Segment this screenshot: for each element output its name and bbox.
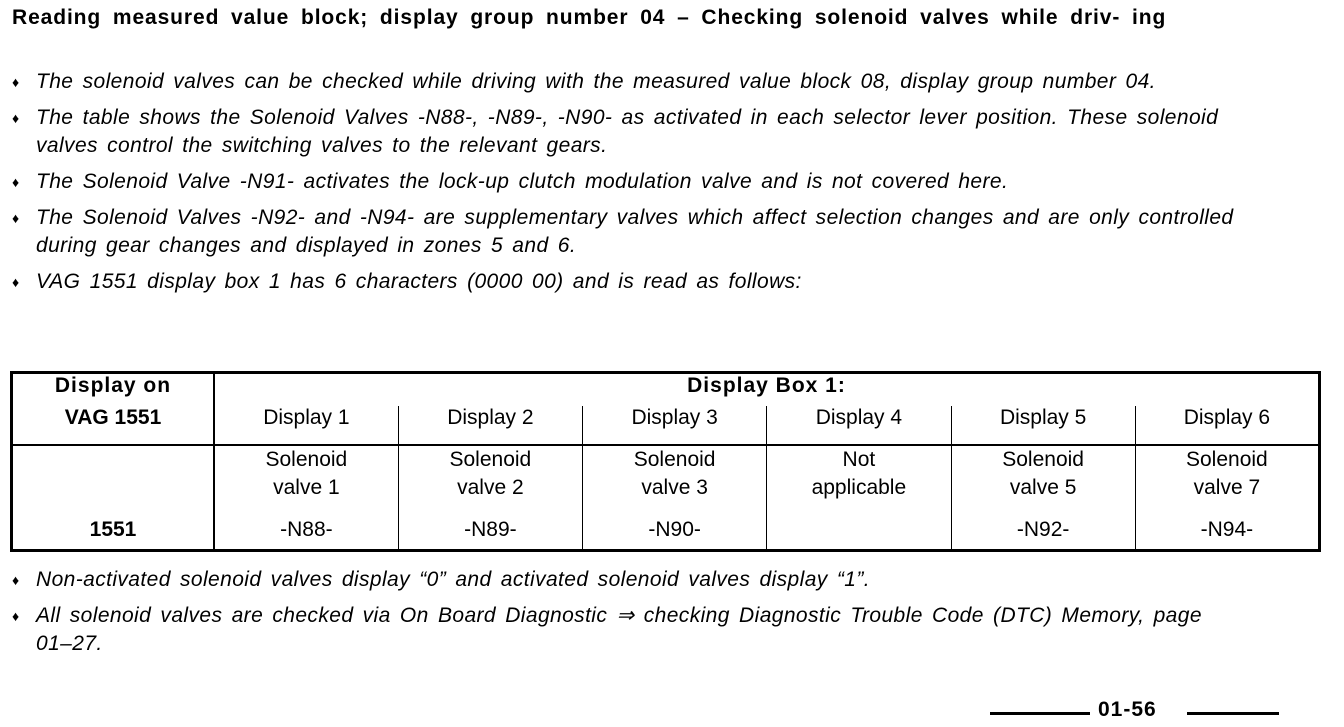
section-heading: Reading measured value block; display group number 04 – Checking solenoid valves while driv- ing	[12, 6, 1167, 29]
diamond-bullet-icon: ♦	[12, 110, 20, 126]
bullet-item	[12, 168, 1237, 196]
page-number: 01-56	[1098, 698, 1157, 721]
table-cell: Solenoid valve 2	[398, 445, 582, 518]
display-box-header: Display Box 1:	[687, 374, 846, 397]
column-header: Display 1	[214, 406, 398, 445]
corner-label-bottom: VAG 1551	[12, 406, 215, 445]
table-cell: Not applicable	[767, 445, 951, 518]
table-row	[12, 445, 1320, 518]
table-column-header-row	[12, 406, 1320, 445]
column-header: Display 6	[1135, 406, 1319, 445]
intro-bullet-list	[12, 68, 1237, 304]
table-cell: -N89-	[398, 518, 582, 551]
bullet-text: The Solenoid Valves -N92- and -N94- are supplementary valves which affect selection changes and are only controlled during gear changes and displayed in zones 5 and 6.	[36, 206, 1234, 257]
table-cell: Solenoid valve 1	[214, 445, 398, 518]
page-footer	[990, 697, 1290, 727]
table-cell	[767, 518, 951, 551]
column-header: Display 3	[583, 406, 767, 445]
display-box-table	[10, 371, 1321, 552]
table-cell: Solenoid valve 7	[1186, 448, 1268, 499]
diamond-bullet-icon: ♦	[12, 174, 20, 190]
bullet-text: The table shows the Solenoid Valves -N88-, -N89-, -N90- as activated in each selector lever position. These solenoid valves control the switching valves to the relevant gears.	[36, 106, 1219, 157]
diamond-bullet-icon: ♦	[12, 210, 20, 226]
diamond-bullet-icon: ♦	[12, 74, 20, 90]
column-header: Display 2	[398, 406, 582, 445]
bullet-item	[12, 268, 1237, 296]
table-cell: -N94-	[1200, 518, 1254, 541]
table-cell: Solenoid valve 5	[951, 445, 1135, 518]
bullet-item	[12, 602, 1237, 658]
bullet-item	[12, 204, 1237, 260]
diamond-bullet-icon: ♦	[12, 608, 20, 624]
row-label: 1551	[12, 518, 215, 551]
table-cell: Solenoid valve 3	[583, 445, 767, 518]
bullet-item	[12, 68, 1237, 96]
bullet-text: All solenoid valves are checked via On Board Diagnostic ⇒ checking Diagnostic Trouble Code (DTC) Memory, page 01–27.	[36, 604, 1202, 655]
corner-label-top: Display on	[12, 373, 215, 407]
footer-rule	[990, 712, 1090, 715]
table-row	[12, 518, 1320, 551]
column-header: Display 4	[767, 406, 951, 445]
bullet-text: The solenoid valves can be checked while driving with the measured value block 08, display group number 04.	[36, 70, 1156, 93]
table-cell: -N92-	[951, 518, 1135, 551]
bullet-text: The Solenoid Valve -N91- activates the lock-up clutch modulation valve and is not covered here.	[36, 170, 1009, 193]
bullet-text: Non-activated solenoid valves display “0” and activated solenoid valves display “1”.	[36, 568, 871, 591]
table-cell: -N90-	[583, 518, 767, 551]
table-cell: -N88-	[214, 518, 398, 551]
empty-cell	[12, 445, 215, 518]
diamond-bullet-icon: ♦	[12, 274, 20, 290]
table-header-row	[12, 373, 1320, 407]
footer-rule	[1187, 712, 1279, 715]
bullet-item	[12, 566, 1237, 594]
column-header: Display 5	[951, 406, 1135, 445]
notes-bullet-list	[12, 566, 1237, 666]
diamond-bullet-icon: ♦	[12, 572, 20, 588]
bullet-item	[12, 104, 1237, 160]
bullet-text: VAG 1551 display box 1 has 6 characters (0000 00) and is read as follows:	[36, 270, 802, 293]
